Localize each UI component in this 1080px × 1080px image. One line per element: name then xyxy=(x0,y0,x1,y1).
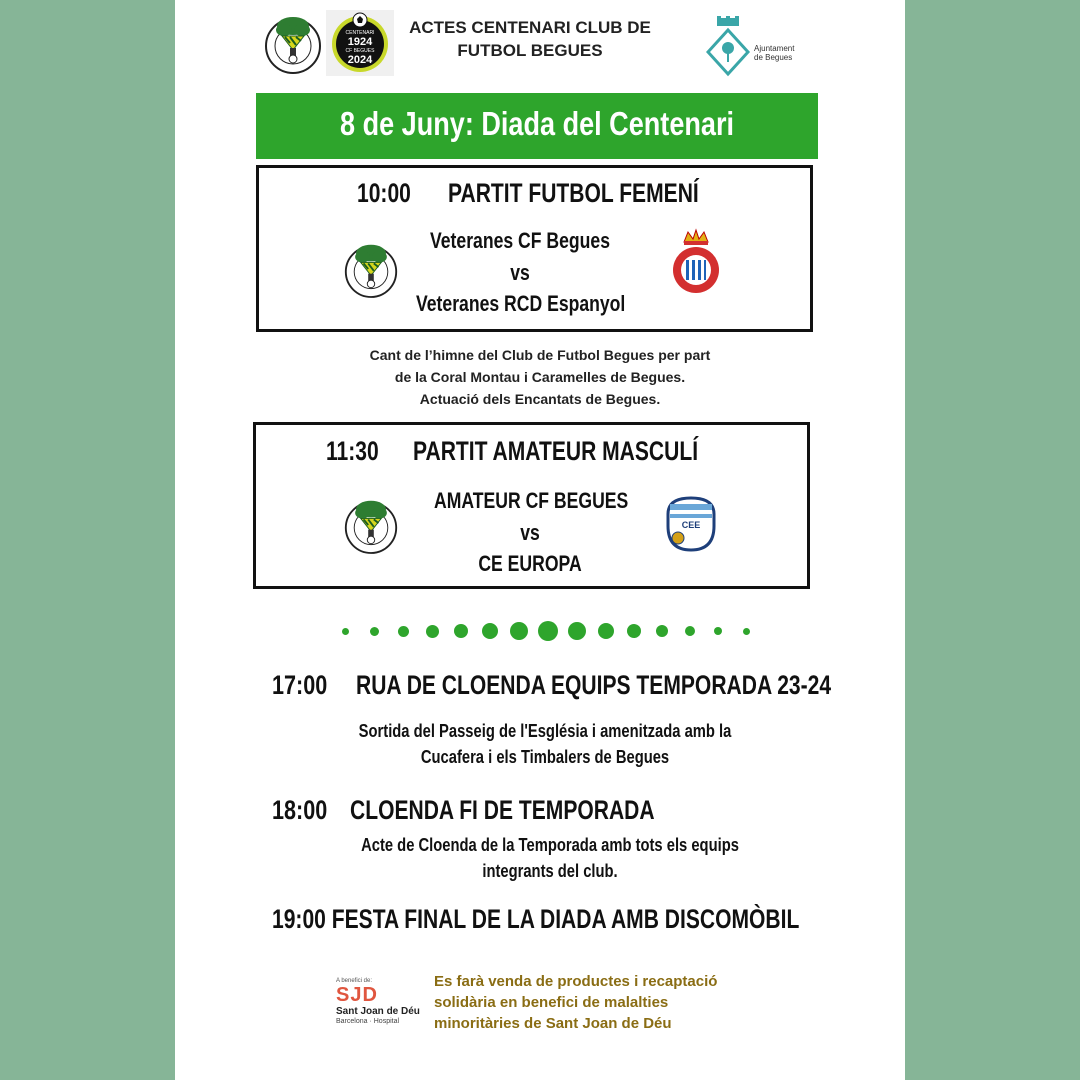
header-title-line2: FUTBOL BEGUES xyxy=(457,41,603,60)
dot-separator xyxy=(330,616,760,646)
badge-top-text: CENTENARI xyxy=(345,30,375,36)
event-1800-desc xyxy=(345,832,755,884)
separator-dot xyxy=(398,626,409,637)
sjd-benefit-label: A benefici de: xyxy=(336,978,373,984)
event-1700-title: RUA DE CLOENDA EQUIPS TEMPORADA 23-24 xyxy=(356,670,832,700)
event-1800-desc-line2: integrants del club. xyxy=(482,861,618,881)
match2-versus: vs xyxy=(520,520,540,545)
separator-dot xyxy=(370,627,379,636)
ce-europa-logo-text: CEE xyxy=(681,520,701,530)
separator-dot xyxy=(454,624,468,638)
separator-dot xyxy=(342,628,349,635)
separator-dot xyxy=(568,622,586,640)
sjd-subtitle: Barcelona · Hospital xyxy=(336,1018,400,1025)
charity-note xyxy=(434,971,754,1034)
sjd-logo-letters: SJD xyxy=(336,984,378,1006)
charity-note-line1: Es farà venda de productes i recaptació xyxy=(434,973,718,990)
match1-title: PARTIT FUTBOL FEMENÍ xyxy=(448,178,699,208)
event-1900-line xyxy=(272,904,799,935)
sjd-name: Sant Joan de Déu xyxy=(336,1006,420,1017)
separator-dot xyxy=(538,621,558,641)
sjd-logo xyxy=(336,978,426,1048)
match1-versus: vs xyxy=(510,260,530,285)
begues-logo-match2 xyxy=(343,494,399,556)
badge-mid-text: CF BEGUES xyxy=(345,48,375,54)
separator-dot xyxy=(426,625,439,638)
event-1700-desc xyxy=(344,718,746,770)
centenary-badge xyxy=(326,10,394,76)
separator-dot xyxy=(510,622,528,640)
espanyol-logo xyxy=(669,228,723,294)
separator-dot xyxy=(685,626,695,636)
match1-team-home: Veteranes CF Begues xyxy=(430,228,610,253)
separator-dot xyxy=(714,627,722,635)
charity-note-line3: minoritàries de Sant Joan de Déu xyxy=(434,1015,672,1032)
event-1800-title: CLOENDA FI DE TEMPORADA xyxy=(350,795,655,825)
header-title-line1: ACTES CENTENARI CLUB DE xyxy=(409,18,651,37)
event-1900-time: 19:00 xyxy=(272,904,326,934)
event-1700-desc-line2: Cucafera i els Timbalers de Begues xyxy=(420,747,670,767)
badge-year-2024: 2024 xyxy=(347,54,373,66)
separator-dot xyxy=(482,623,498,639)
match2-team-away: CE EUROPA xyxy=(478,551,582,576)
event-1800-desc-line1: Acte de Cloenda de la Temporada amb tots els equips xyxy=(361,835,739,855)
anthem-note-line2: de la Coral Montau i Caramelles de Begues. xyxy=(394,369,686,385)
ce-europa-logo xyxy=(660,492,722,554)
header-title xyxy=(405,16,655,62)
separator-dot xyxy=(656,625,668,637)
match2-team-home: AMATEUR CF BEGUES xyxy=(434,488,629,513)
council-logo xyxy=(706,16,816,78)
anthem-note xyxy=(300,344,780,410)
match1-time: 10:00 xyxy=(357,178,411,208)
anthem-note-line1: Cant de l’himne del Club de Futbol Begues per part xyxy=(369,347,711,363)
match1-team-away: Veteranes RCD Espanyol xyxy=(416,291,626,316)
match2-time: 11:30 xyxy=(326,436,379,466)
council-name-line2: de Begues xyxy=(754,53,793,62)
anthem-note-line3: Actuació dels Encantats de Begues. xyxy=(419,391,661,407)
match2-title: PARTIT AMATEUR MASCULÍ xyxy=(413,436,699,466)
club-logo xyxy=(263,10,323,76)
charity-note-line2: solidària en benefici de malalties xyxy=(434,994,669,1011)
separator-dot xyxy=(743,628,750,635)
separator-dot xyxy=(598,623,614,639)
date-banner xyxy=(256,93,818,159)
event-1700-time: 17:00 xyxy=(272,670,328,700)
begues-logo-match1 xyxy=(343,238,399,300)
date-banner-text: 8 de Juny: Diada del Centenari xyxy=(340,105,734,142)
event-1800-time: 18:00 xyxy=(272,795,328,825)
event-1700-desc-line1: Sortida del Passeig de l'Església i amenitzada amb la xyxy=(358,721,732,741)
separator-dot xyxy=(627,624,641,638)
event-1900-title: FESTA FINAL DE LA DIADA AMB DISCOMÒBIL xyxy=(331,904,800,934)
badge-year-1924: 1924 xyxy=(347,36,373,48)
council-name-line1: Ajuntament xyxy=(754,44,795,53)
